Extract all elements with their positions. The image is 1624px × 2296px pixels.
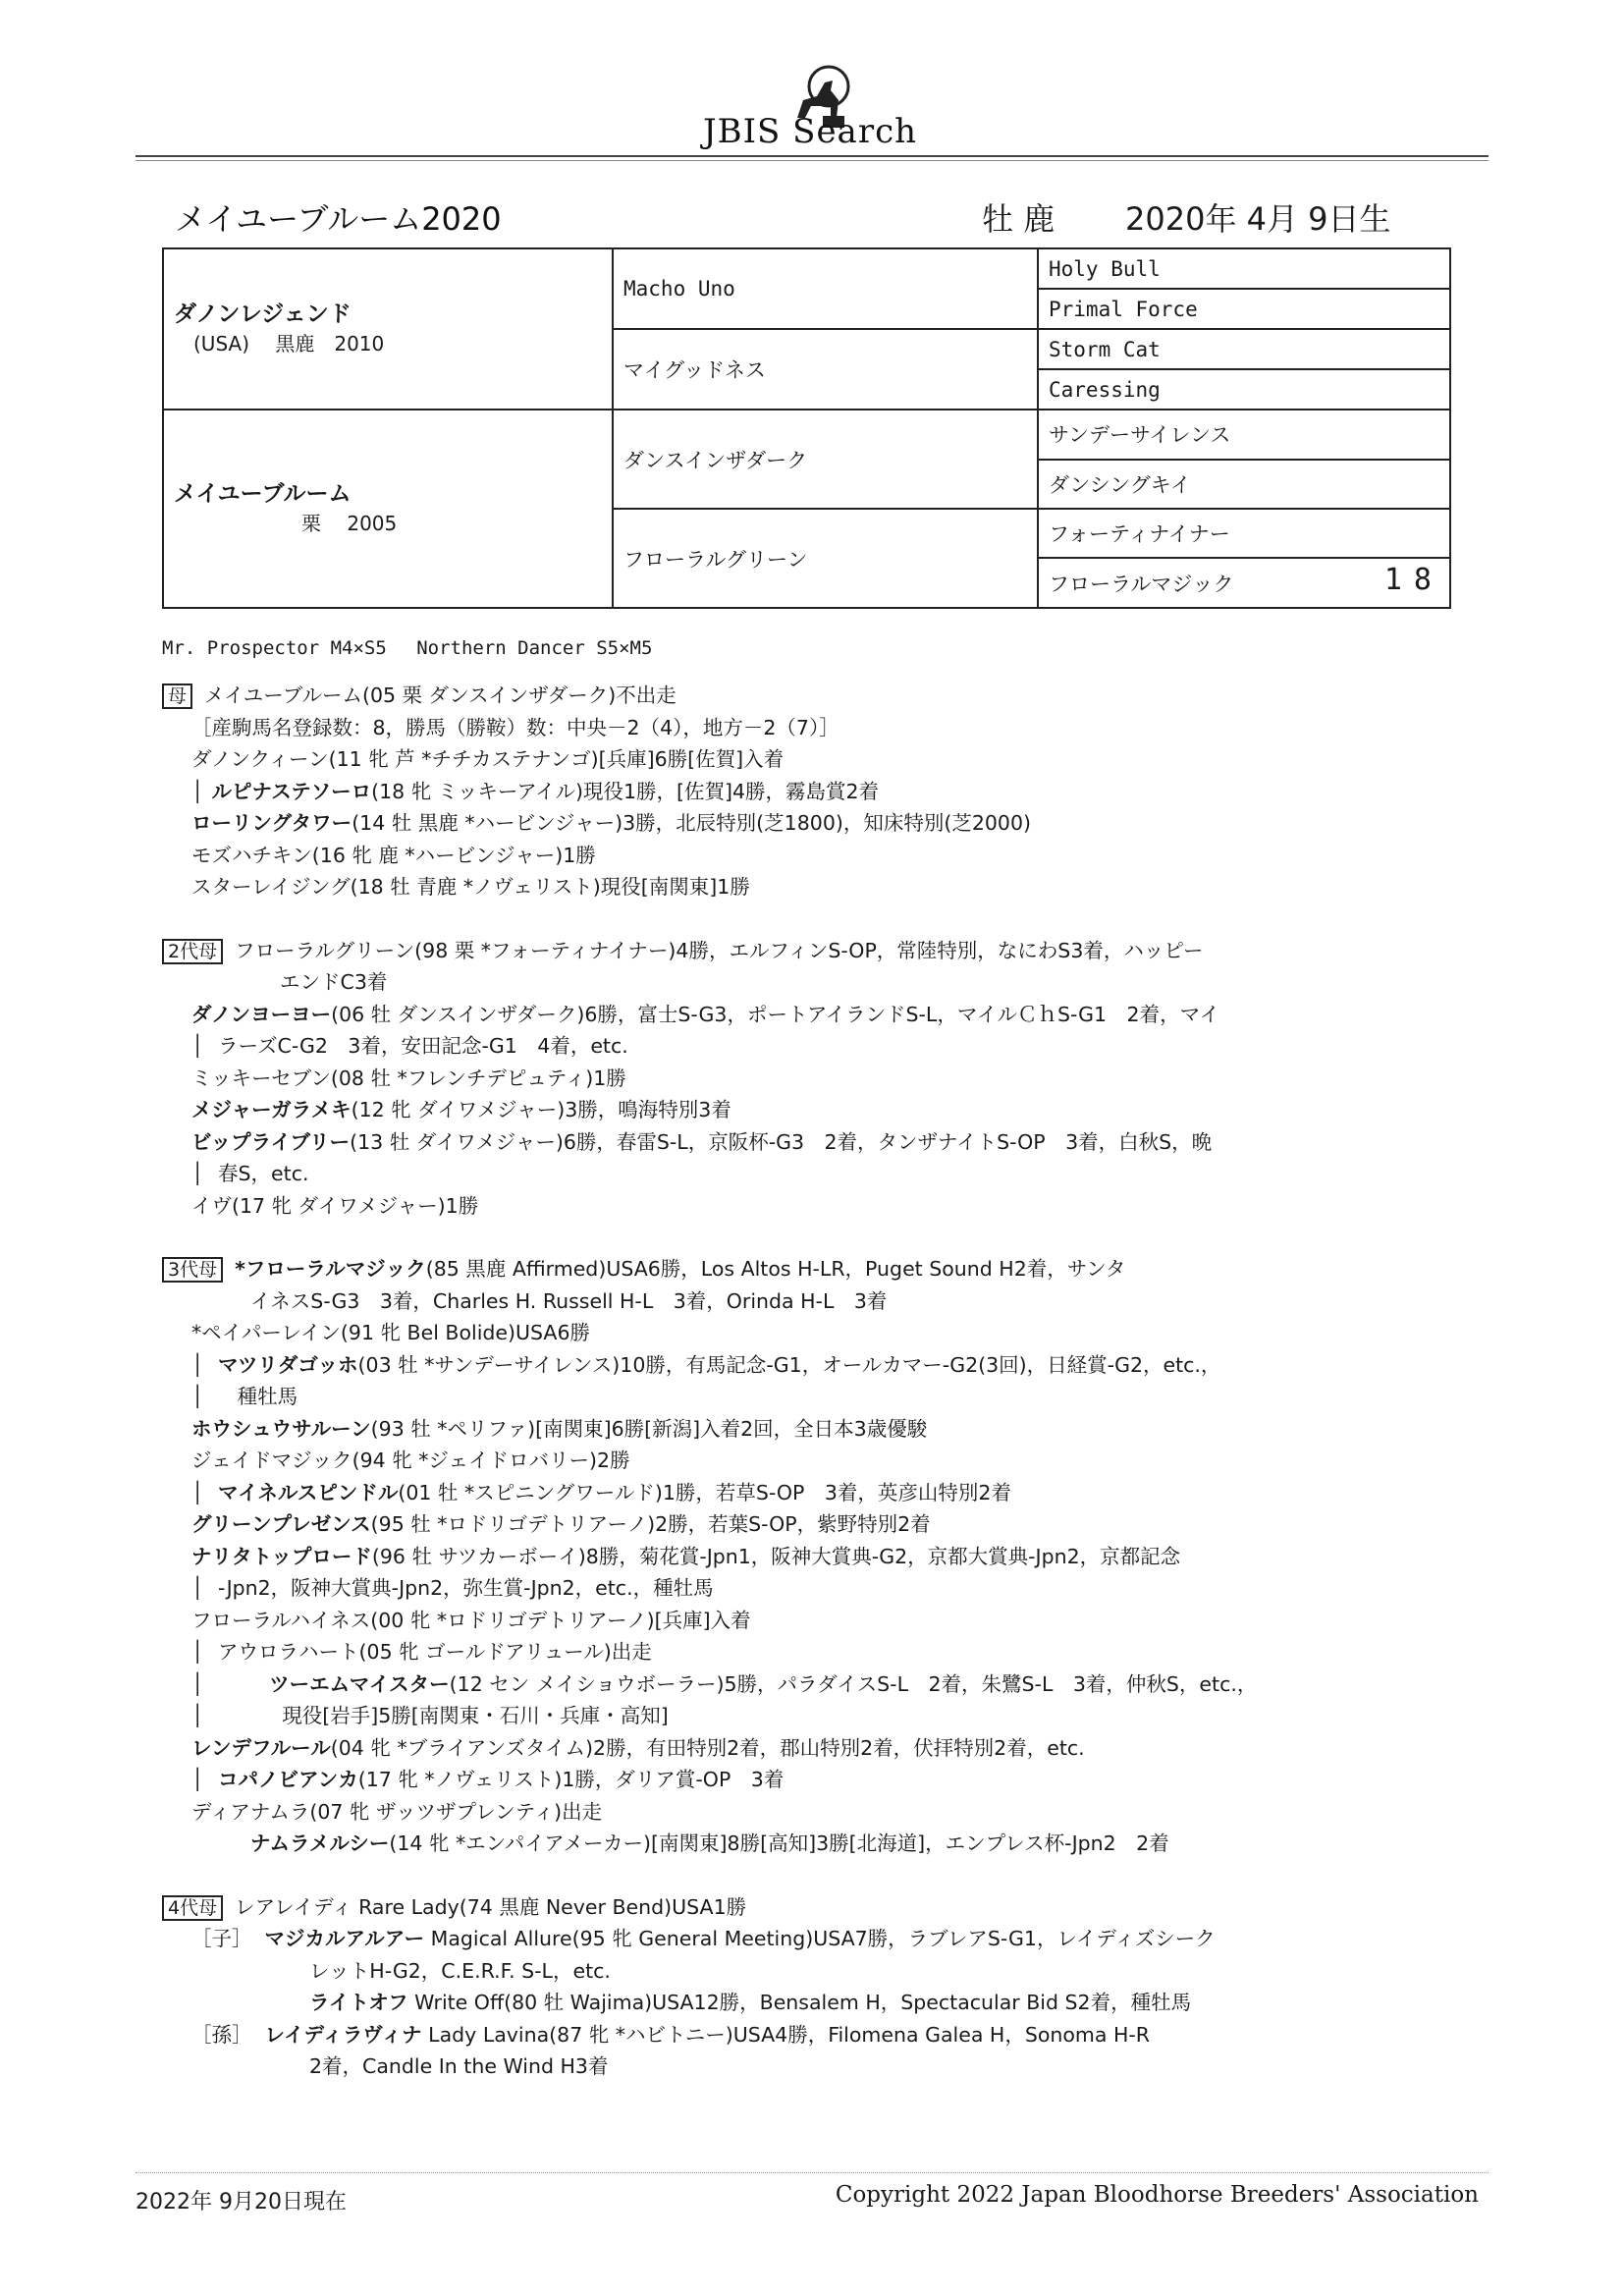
section-label-dam: 母	[162, 683, 192, 709]
horse-name-bold: ライトオフ	[309, 1991, 408, 2014]
gen3-line: (85 黒鹿 Affirmed)USA6勝，Los Altos H-LR，Puget Sound H2着，サンタ	[425, 1257, 1126, 1281]
dam-produce-summary: ［産駒馬名登録数：8，勝馬（勝鞍）数：中央－2（4），地方－2（7）］	[191, 715, 839, 739]
horse-dob: 2020年 4月 9日生	[1125, 200, 1391, 238]
page-number: 18	[1383, 563, 1443, 598]
list-item	[162, 1987, 1478, 2019]
gen4-line: レアレイディ Rare Lady(74 黒鹿 Never Bend)USA1勝	[235, 1894, 747, 1919]
horse-detail: (01 牡 *スピニングワールド)1勝，若草S-OP 3着，英彦山特別2着	[398, 1480, 1011, 1504]
tree-line: │	[191, 1352, 204, 1377]
pedigree-gen3-8	[1038, 558, 1450, 608]
dam-info: 栗 2005	[301, 512, 398, 536]
pedigree-sire-cell	[163, 248, 613, 410]
list-item	[162, 1636, 1478, 1668]
list-item: スターレイジング(18 牡 青鹿 *ノヴェリスト)現役[南関東]1勝	[191, 875, 750, 899]
horse-detail: (12 牝 ダイワメジャー)3勝，鳴海特別3着	[351, 1098, 731, 1121]
list-item	[162, 1700, 1478, 1732]
list-item: イネスS-G3 3着，Charles H. Russell H-L 3着，Orinda H-L 3着	[250, 1288, 888, 1313]
tree-line: │	[191, 1640, 204, 1664]
list-item	[162, 1923, 1478, 1955]
horse-detail: (96 牡 サツカーボーイ)8勝，菊花賞-Jpn1，阪神大賞典-G2，京都大賞典-Jpn2，京都記念	[371, 1544, 1181, 1568]
pedigree-gen3-2: Primal Force	[1038, 289, 1450, 329]
horse-detail: (95 牡 *ロドリゴデトリアーノ)2勝，若葉S-OP，紫野特別2着	[370, 1512, 931, 1536]
list-item	[162, 1508, 1478, 1541]
list-item: モズハチキン(16 牝 鹿 *ハービンジャー)1勝	[191, 843, 596, 867]
horse-detail: (13 牡 ダイワメジャー)6勝，春雷S-L，京阪杯-G3 2着，タンザナイトS-OP 3着，白秋S，晩	[350, 1129, 1213, 1154]
tree-line: │	[191, 1162, 204, 1185]
horse-detail: ラーズC-G2 3着，安田記念-G1 4着，etc.	[218, 1034, 628, 1058]
horse-detail: (06 牡 ダンスインザダーク)6勝，富士S-G3，ポートアイランドS-L，マイルＣｈS-G1 2着，マイ	[331, 1002, 1220, 1026]
pedigree-table	[162, 247, 1451, 609]
horse-detail: (14 牡 黒鹿 *ハービンジャー)3勝，北辰特別(芝1800)，知床特別(芝2000)	[352, 811, 1032, 835]
list-item	[162, 1381, 1478, 1413]
dam-section-header	[162, 680, 1478, 712]
list-item	[162, 1572, 1478, 1605]
horse-detail: (17 牝 *ノヴェリスト)1勝，ダリア賞-OP 3着	[357, 1768, 785, 1791]
horse-detail: (14 牝 *エンパイアメーカー)[南関東]8勝[高知]3勝[北海道]，エンプレス杯-Jpn2 2着	[389, 1831, 1169, 1855]
horse-detail: (18 牝 ミッキーアイル)現役1勝，[佐賀]4勝，霧島賞2着	[371, 779, 880, 803]
horse-detail: (04 牝 *ブライアンズタイム)2勝，有田特別2着，郡山特別2着，伏拝特別2着，etc.	[330, 1735, 1085, 1760]
tree-line: │	[191, 1768, 204, 1791]
tree-line: │	[191, 1704, 204, 1727]
sire-name: ダノンレジェンド	[174, 301, 352, 328]
horse-name-bold: ナリタトップロード	[191, 1544, 372, 1568]
horse-name-bold: レンデフルール	[191, 1735, 331, 1760]
list-item: *ペイパーレイン(91 牝 Bel Bolide)USA6勝	[191, 1321, 590, 1344]
tree-line: │	[191, 1034, 204, 1058]
horse-name-bold: ナムラメルシー	[250, 1831, 390, 1855]
horse-name-bold: ルピナステソーロ	[211, 779, 372, 803]
horse-sex-color: 牡 鹿	[982, 200, 1056, 238]
tree-line: │	[191, 1671, 204, 1696]
pedigree-gen3-7	[1038, 509, 1450, 558]
list-item	[162, 1413, 1478, 1446]
footer-copyright: Copyright 2022 Japan Bloodhorse Breeders' Association	[835, 2182, 1479, 2208]
list-item	[162, 1349, 1478, 1382]
horse-detail: (93 牡 *ペリファ)[南関東]6勝[新潟]入着2回，全日本3歳優駿	[370, 1416, 928, 1441]
horse-detail: -Jpn2，阪神大賞典-Jpn2，弥生賞-Jpn2，etc.，種牡馬	[218, 1576, 714, 1600]
horse-name-bold: ローリングタワー	[191, 811, 352, 835]
horse-name-bold: ビップライブリー	[191, 1129, 351, 1154]
list-item	[162, 1732, 1478, 1765]
list-item	[162, 1477, 1478, 1509]
pedigree-gen3-6	[1038, 460, 1450, 509]
horse-name-bold: ホウシュウサルーン	[191, 1416, 371, 1441]
list-item: 2着，Candle In the Wind H3着	[309, 2054, 609, 2078]
dam-name: メイユーブルーム	[174, 481, 352, 508]
pedigree-gen3-1: Holy Bull	[1038, 248, 1450, 289]
gen3-5-name: サンデーサイレンス	[1049, 423, 1231, 448]
pedigree-gen2-2	[613, 329, 1038, 410]
pedigree-gen2-4	[613, 509, 1038, 608]
inbreeding-note: Mr. Prospector M4×S5 Northern Dancer S5×M5	[162, 637, 653, 659]
pedigree-gen3-5	[1038, 410, 1450, 459]
list-item	[162, 1094, 1478, 1126]
list-item	[162, 1030, 1478, 1063]
horse-name-bold: マイネルスピンドル	[218, 1480, 399, 1504]
sire-info: (USA) 黒鹿 2010	[193, 332, 385, 356]
gen2-section-header	[162, 935, 1478, 967]
horse-name-bold: ダノンヨーヨー	[191, 1002, 332, 1026]
list-item	[162, 1158, 1478, 1190]
gen3-7-name: フォーティナイナー	[1049, 522, 1230, 547]
list-item: ミッキーセブン(08 牡 *フレンチデピュティ)1勝	[191, 1066, 626, 1090]
horse-name-bold: *フローラルマジック	[235, 1257, 426, 1281]
gen3-6-name: ダンシングキイ	[1049, 472, 1191, 497]
list-item	[162, 776, 1478, 808]
jbis-logo	[697, 61, 943, 159]
horse-name-bold: マジカルアルアー	[264, 1927, 425, 1950]
gen3-section-header	[162, 1253, 1478, 1285]
list-item: ディアナムラ(07 牝 ザッツザプレンティ)出走	[191, 1799, 603, 1824]
family-details	[162, 680, 1478, 2083]
footer-rule	[135, 2172, 1489, 2173]
horse-name-bold: レイディラヴィナ	[264, 2022, 422, 2047]
list-item: ジェイドマジック(94 牝 *ジェイドロバリー)2勝	[191, 1449, 630, 1472]
horse-name-bold: コパノビアンカ	[218, 1768, 358, 1791]
gen2-4-name: フローラルグリーン	[623, 547, 808, 572]
horse-name-bold: ツーエムマイスター	[269, 1671, 450, 1696]
pedigree-gen3-3: Storm Cat	[1038, 329, 1450, 369]
list-item: エンドC3着	[280, 970, 388, 994]
list-item	[162, 1764, 1478, 1796]
tree-line: │	[191, 1385, 204, 1408]
child-tag: ［子］	[191, 1927, 252, 1950]
list-item: イヴ(17 牝 ダイワメジャー)1勝	[191, 1193, 479, 1218]
list-item	[162, 2019, 1478, 2051]
horse-detail: Lady Lavina(87 牝 *ハビトニー)USA4勝，Filomena Galea H，Sonoma H-R	[421, 2022, 1151, 2047]
list-item	[162, 1668, 1478, 1701]
logo-text: JBIS Search	[703, 112, 918, 151]
list-item	[162, 1126, 1478, 1159]
gen2-3-name: ダンスインザダーク	[623, 448, 808, 472]
gen2-2-name: マイグッドネス	[623, 358, 766, 383]
horse-detail: 種牡馬	[237, 1385, 298, 1408]
list-item	[162, 999, 1478, 1031]
header-rule	[135, 155, 1489, 161]
pedigree-gen3-4: Caressing	[1038, 369, 1450, 410]
list-item: レットH-G2，C.E.R.F. S-L，etc.	[309, 1958, 611, 1983]
horse-detail: 現役[岩手]5勝[南関東・石川・兵庫・高知]	[282, 1704, 669, 1727]
list-item: フローラルハイネス(00 牝 *ロドリゴデトリアーノ)[兵庫]入着	[191, 1608, 751, 1632]
footer-date: 2022年 9月20日現在	[135, 2190, 347, 2214]
tree-line: │	[191, 779, 204, 803]
horse-name: メイユーブルーム2020	[175, 200, 502, 238]
pedigree-gen2-1: Macho Uno	[613, 248, 1038, 329]
horse-detail: 春S，etc.	[218, 1162, 309, 1185]
horse-name-bold: グリーンプレゼンス	[191, 1512, 371, 1536]
horse-detail: Write Off(80 牡 Wajima)USA12勝，Bensalem H，Spectacular Bid S2着，種牡馬	[407, 1991, 1192, 2014]
list-item	[162, 1828, 1478, 1860]
list-item	[162, 807, 1478, 840]
gen2-line: フローラルグリーン(98 栗 *フォーティナイナー)4勝，エルフィンS-OP，常陸特別，なにわS3着，ハッピー	[235, 938, 1204, 962]
pedigree-dam-cell	[163, 410, 613, 608]
section-label-gen4: 4代母	[162, 1895, 223, 1921]
horse-name-bold: マツリダゴッホ	[218, 1352, 358, 1377]
horse-name-bold: メジャーガラメキ	[191, 1098, 352, 1121]
horse-detail: アウロラハート(05 牝 ゴールドアリュール)出走	[218, 1640, 652, 1664]
grandchild-tag: ［孫］	[191, 2022, 252, 2047]
section-label-gen3: 3代母	[162, 1257, 223, 1283]
dam-line: メイユーブルーム(05 栗 ダンスインザダーク)不出走	[204, 683, 677, 707]
tree-line: │	[191, 1480, 204, 1504]
gen3-8-name: フローラルマジック	[1049, 572, 1234, 596]
horse-detail: (03 牡 *サンデーサイレンス)10勝，有馬記念-G1，オールカマー-G2(3回)，日経賞-G2，etc.，	[357, 1352, 1221, 1377]
list-item: ダノンクィーン(11 牝 芦 *チチカステナンゴ)[兵庫]6勝[佐賀]入着	[191, 747, 785, 771]
section-label-gen2: 2代母	[162, 939, 223, 964]
horse-detail: (12 セン メイショウボーラー)5勝，パラダイスS-L 2着，朱鷺S-L 3着，仲秋S，etc.，	[449, 1671, 1258, 1696]
pedigree-gen2-3	[613, 410, 1038, 509]
gen4-section-header	[162, 1891, 1478, 1924]
tree-line: │	[191, 1576, 204, 1600]
list-item	[162, 1541, 1478, 1573]
horse-detail: Magical Allure(95 牝 General Meeting)USA7勝，ラブレアS-G1，レイディズシーク	[424, 1927, 1216, 1950]
